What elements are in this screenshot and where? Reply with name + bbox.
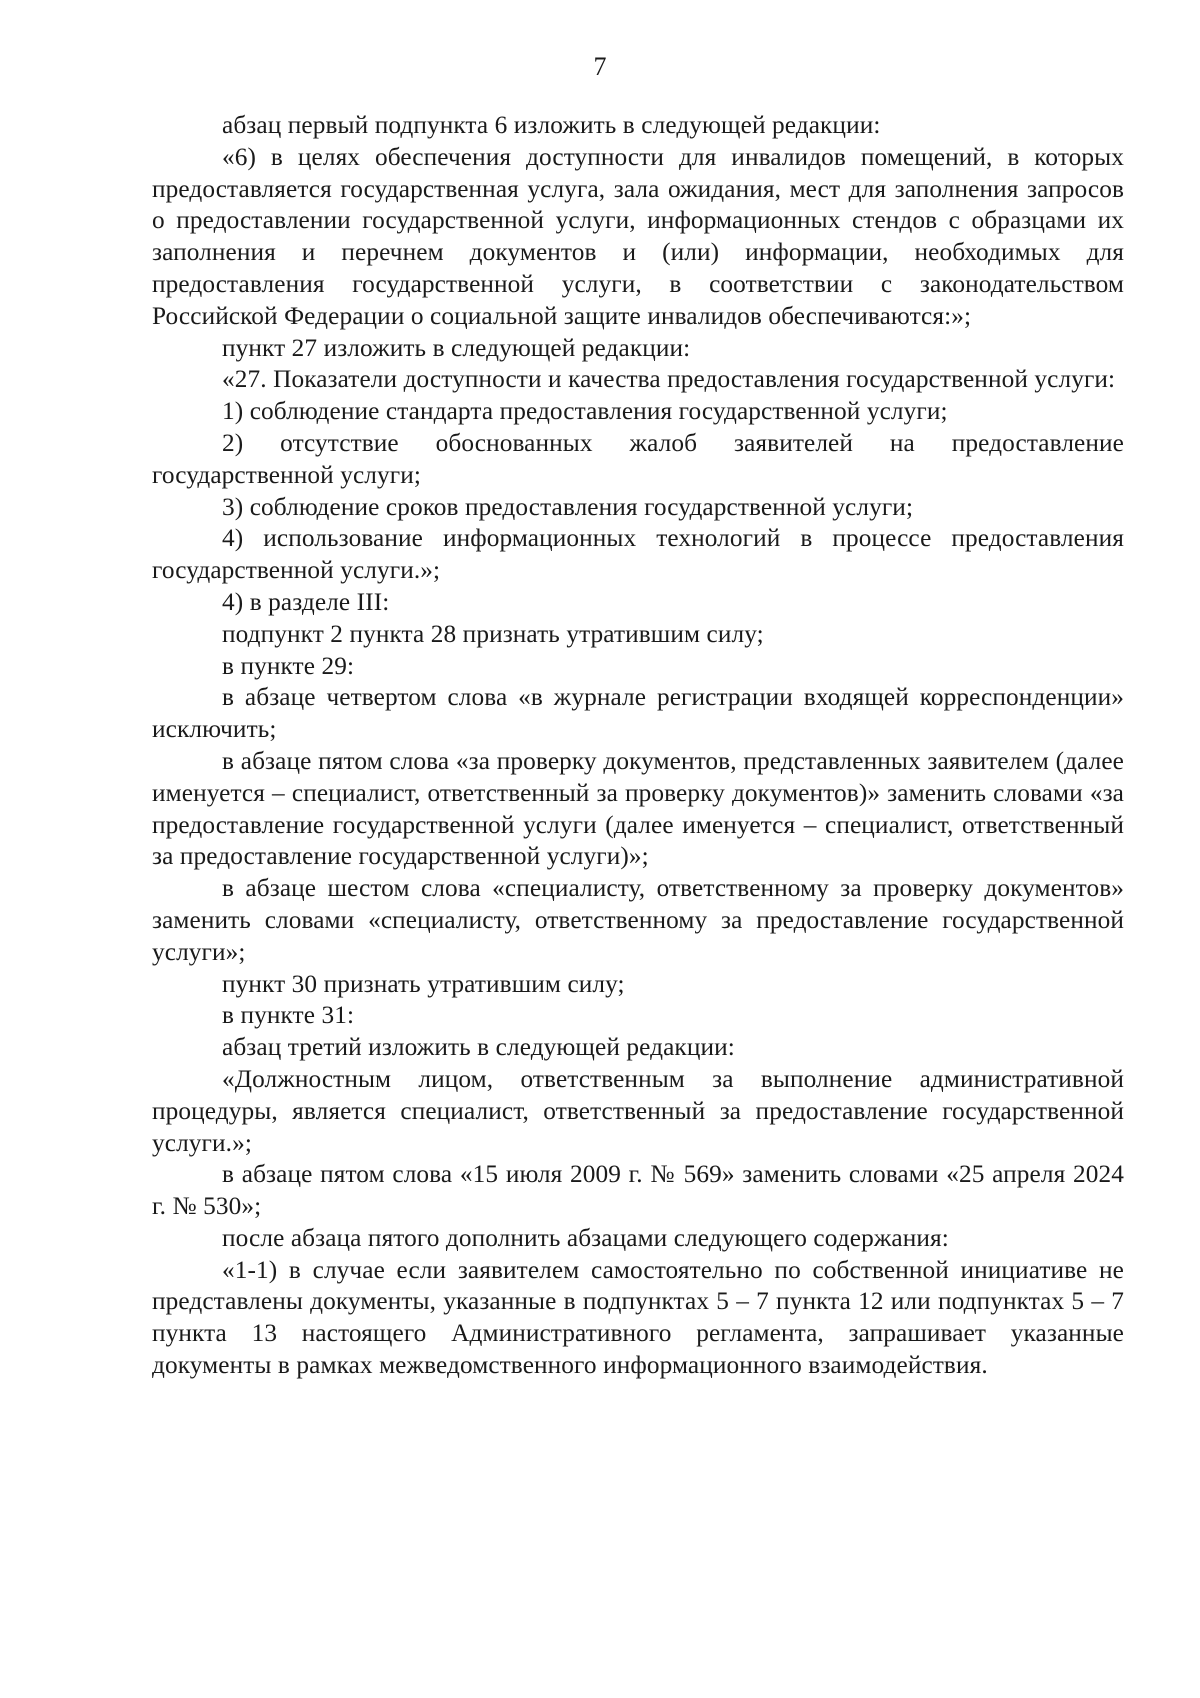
- paragraph: 3) соблюдение сроков предоставления государственной услуги;: [222, 492, 914, 521]
- paragraph: «6) в целях обеспечения доступности для инвалидов помещений, в которых предоставляется государственная услуга, зала ожидания, мест для заполнения запросов о предоставлении государственной услуги, информационных стендов с образцами их заполнения и перечнем документов и (или) информации, необходимых для предоставления государственной услуги, в соответствии с законодательством Российской Федерации о социальной защите инвалидов обеспечиваются:»;: [152, 142, 1124, 330]
- paragraph: подпункт 2 пункта 28 признать утратившим силу;: [222, 619, 764, 648]
- paragraph: 4) использование информационных технологий в процессе предоставления государственной услуги.»;: [152, 524, 1124, 585]
- page-number: 7: [593, 52, 607, 81]
- paragraph: пункт 30 признать утратившим силу;: [222, 969, 625, 998]
- paragraph: пункт 27 изложить в следующей редакции:: [222, 333, 691, 362]
- paragraph: в пункте 29:: [222, 651, 355, 680]
- paragraph: в пункте 31:: [222, 1001, 355, 1030]
- paragraph: после абзаца пятого дополнить абзацами следующего содержания:: [222, 1223, 949, 1252]
- paragraph: в абзаце четвертом слова «в журнале регистрации входящей корреспонденции» исключить;: [152, 683, 1124, 744]
- paragraph: в абзаце пятом слова «за проверку документов, представленных заявителем (далее именуется – специалист, ответственный за проверку документов)» заменить словами «за предоставление государственной услуги (далее именуется – специалист, ответственный за предоставление государственной услуги)»;: [152, 746, 1124, 871]
- document-body: [152, 110, 1124, 1382]
- paragraph: абзац первый подпункта 6 изложить в следующей редакции:: [222, 111, 881, 139]
- paragraph: «1-1) в случае если заявителем самостоятельно по собственной инициативе не представлены документы, указанные в подпунктах 5 – 7 пункта 12 или подпунктах 5 – 7 пункта 13 настоящего Административного регламента, запрашивает указанные документы в рамках межведомственного информационного взаимодействия.: [152, 1255, 1124, 1380]
- paragraph: «Должностным лицом, ответственным за выполнение административной процедуры, является специалист, ответственный за предоставление государственной услуги.»;: [152, 1064, 1124, 1157]
- paragraph: 1) соблюдение стандарта предоставления государственной услуги;: [222, 397, 948, 426]
- paragraph: «27. Показатели доступности и качества предоставления государственной услуги:: [222, 365, 1116, 394]
- paragraph: 4) в разделе III:: [222, 587, 390, 616]
- paragraph: абзац третий изложить в следующей редакции:: [222, 1033, 735, 1062]
- paragraph: в абзаце шестом слова «специалисту, ответственному за проверку документов» заменить словами «специалисту, ответственному за предоставление государственной услуги»;: [152, 874, 1124, 966]
- paragraph: 2) отсутствие обоснованных жалоб заявителей на предоставление государственной услуги;: [152, 428, 1124, 489]
- paragraph: в абзаце пятом слова «15 июля 2009 г. № 569» заменить словами «25 апреля 2024 г. № 530»;: [152, 1160, 1124, 1221]
